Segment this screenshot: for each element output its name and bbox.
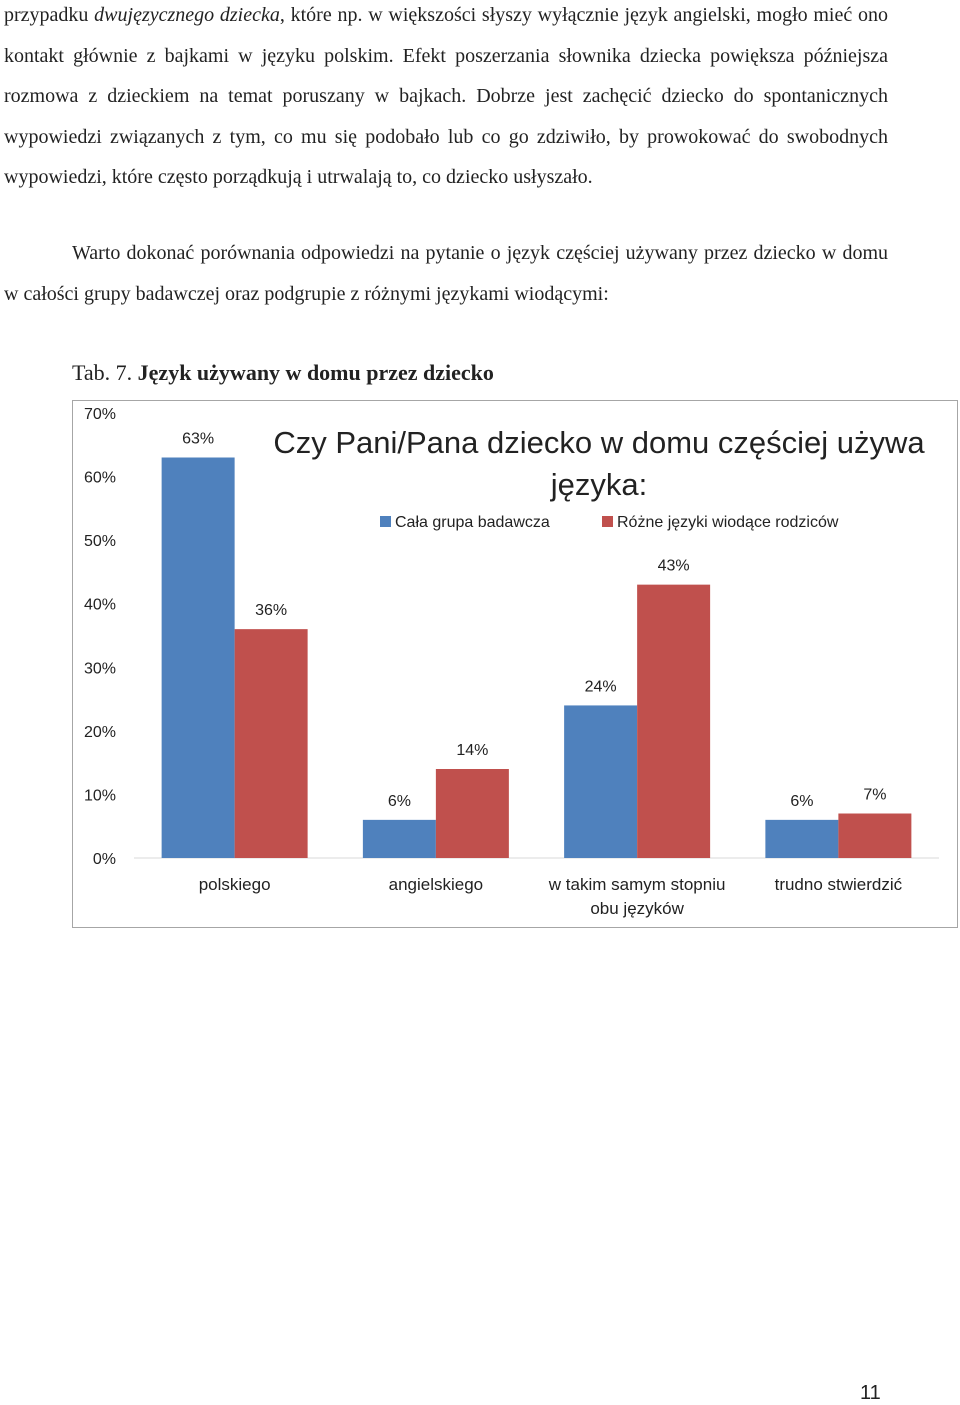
data-label: 6% <box>790 792 814 810</box>
chart-title-line-2: języka: <box>550 467 648 502</box>
y-tick-label: 40% <box>83 596 116 614</box>
category-label: polskiego <box>198 875 271 894</box>
bar-different-languages-2 <box>637 585 710 858</box>
y-tick-label: 30% <box>83 660 116 678</box>
bar-whole-group-1 <box>363 820 436 858</box>
table-caption <box>72 359 494 387</box>
chart-title-line-1: Czy Pani/Pana dziecko w domu częściej używa <box>273 425 925 460</box>
paragraph-1-italic: dwujęzycznego dziecka <box>94 4 280 26</box>
data-label: 43% <box>657 557 690 575</box>
y-tick-label: 70% <box>83 406 116 423</box>
y-tick-label: 60% <box>83 469 116 487</box>
bar-different-languages-1 <box>436 769 509 858</box>
category-label: trudno stwierdzić <box>774 875 903 894</box>
chart-frame <box>72 400 958 928</box>
bar-whole-group-2 <box>564 705 637 858</box>
y-tick-label: 10% <box>83 787 116 805</box>
data-label: 36% <box>255 602 288 620</box>
category-label: w takim samym stopniu <box>548 875 726 894</box>
category-label: obu języków <box>590 899 684 918</box>
y-tick-label: 20% <box>83 723 116 741</box>
legend-swatch <box>380 516 391 527</box>
data-label: 14% <box>456 742 489 759</box>
legend-swatch <box>602 516 613 527</box>
data-label: 7% <box>863 786 887 804</box>
bar-chart <box>73 401 957 927</box>
caption-title: Język używany w domu przez dziecko <box>137 360 494 385</box>
paragraph-2: Warto dokonać porównania odpowiedzi na pytanie o język częściej używany przez dziecko w domu w całości grupy badawczej oraz podgrupie z różnymi językami wiodącymi: <box>4 242 888 305</box>
paragraph-1-rest: , które np. w większości słyszy wyłącznie język angielski, mogło mieć ono kontakt głównie z bajkami w języku polskim. Efekt poszerzania słownika dziecka powiększa późniejsza rozmowa z dzieckiem na temat poruszany w bajkach. Dobrze jest zachęcić dziecko do spontanicznych wypowiedzi związanych z tym, co mu się podobało lub co go zdziwiło, by prowokować do swobodnych wypowiedzi, które często porządkują i utrwalają to, co dziecko usłyszało. <box>4 4 888 188</box>
paragraph-1 <box>4 0 888 198</box>
paragraph-1-start: przypadku <box>4 4 95 26</box>
legend-label: Cała grupa badawcza <box>395 514 550 531</box>
legend-label: Różne języki wiodące rodziców <box>617 514 839 531</box>
data-label: 6% <box>387 792 411 810</box>
category-label: angielskiego <box>388 875 484 894</box>
bar-whole-group-3 <box>765 820 838 858</box>
page-number: 11 <box>860 1382 881 1404</box>
bar-different-languages-0 <box>235 629 308 858</box>
caption-prefix: Tab. 7. <box>72 360 138 385</box>
bar-whole-group-0 <box>162 458 235 859</box>
data-label: 63% <box>182 430 215 448</box>
data-label: 24% <box>584 678 617 696</box>
y-tick-label: 50% <box>83 533 116 551</box>
y-tick-label: 0% <box>92 851 116 868</box>
bar-different-languages-3 <box>838 814 911 859</box>
